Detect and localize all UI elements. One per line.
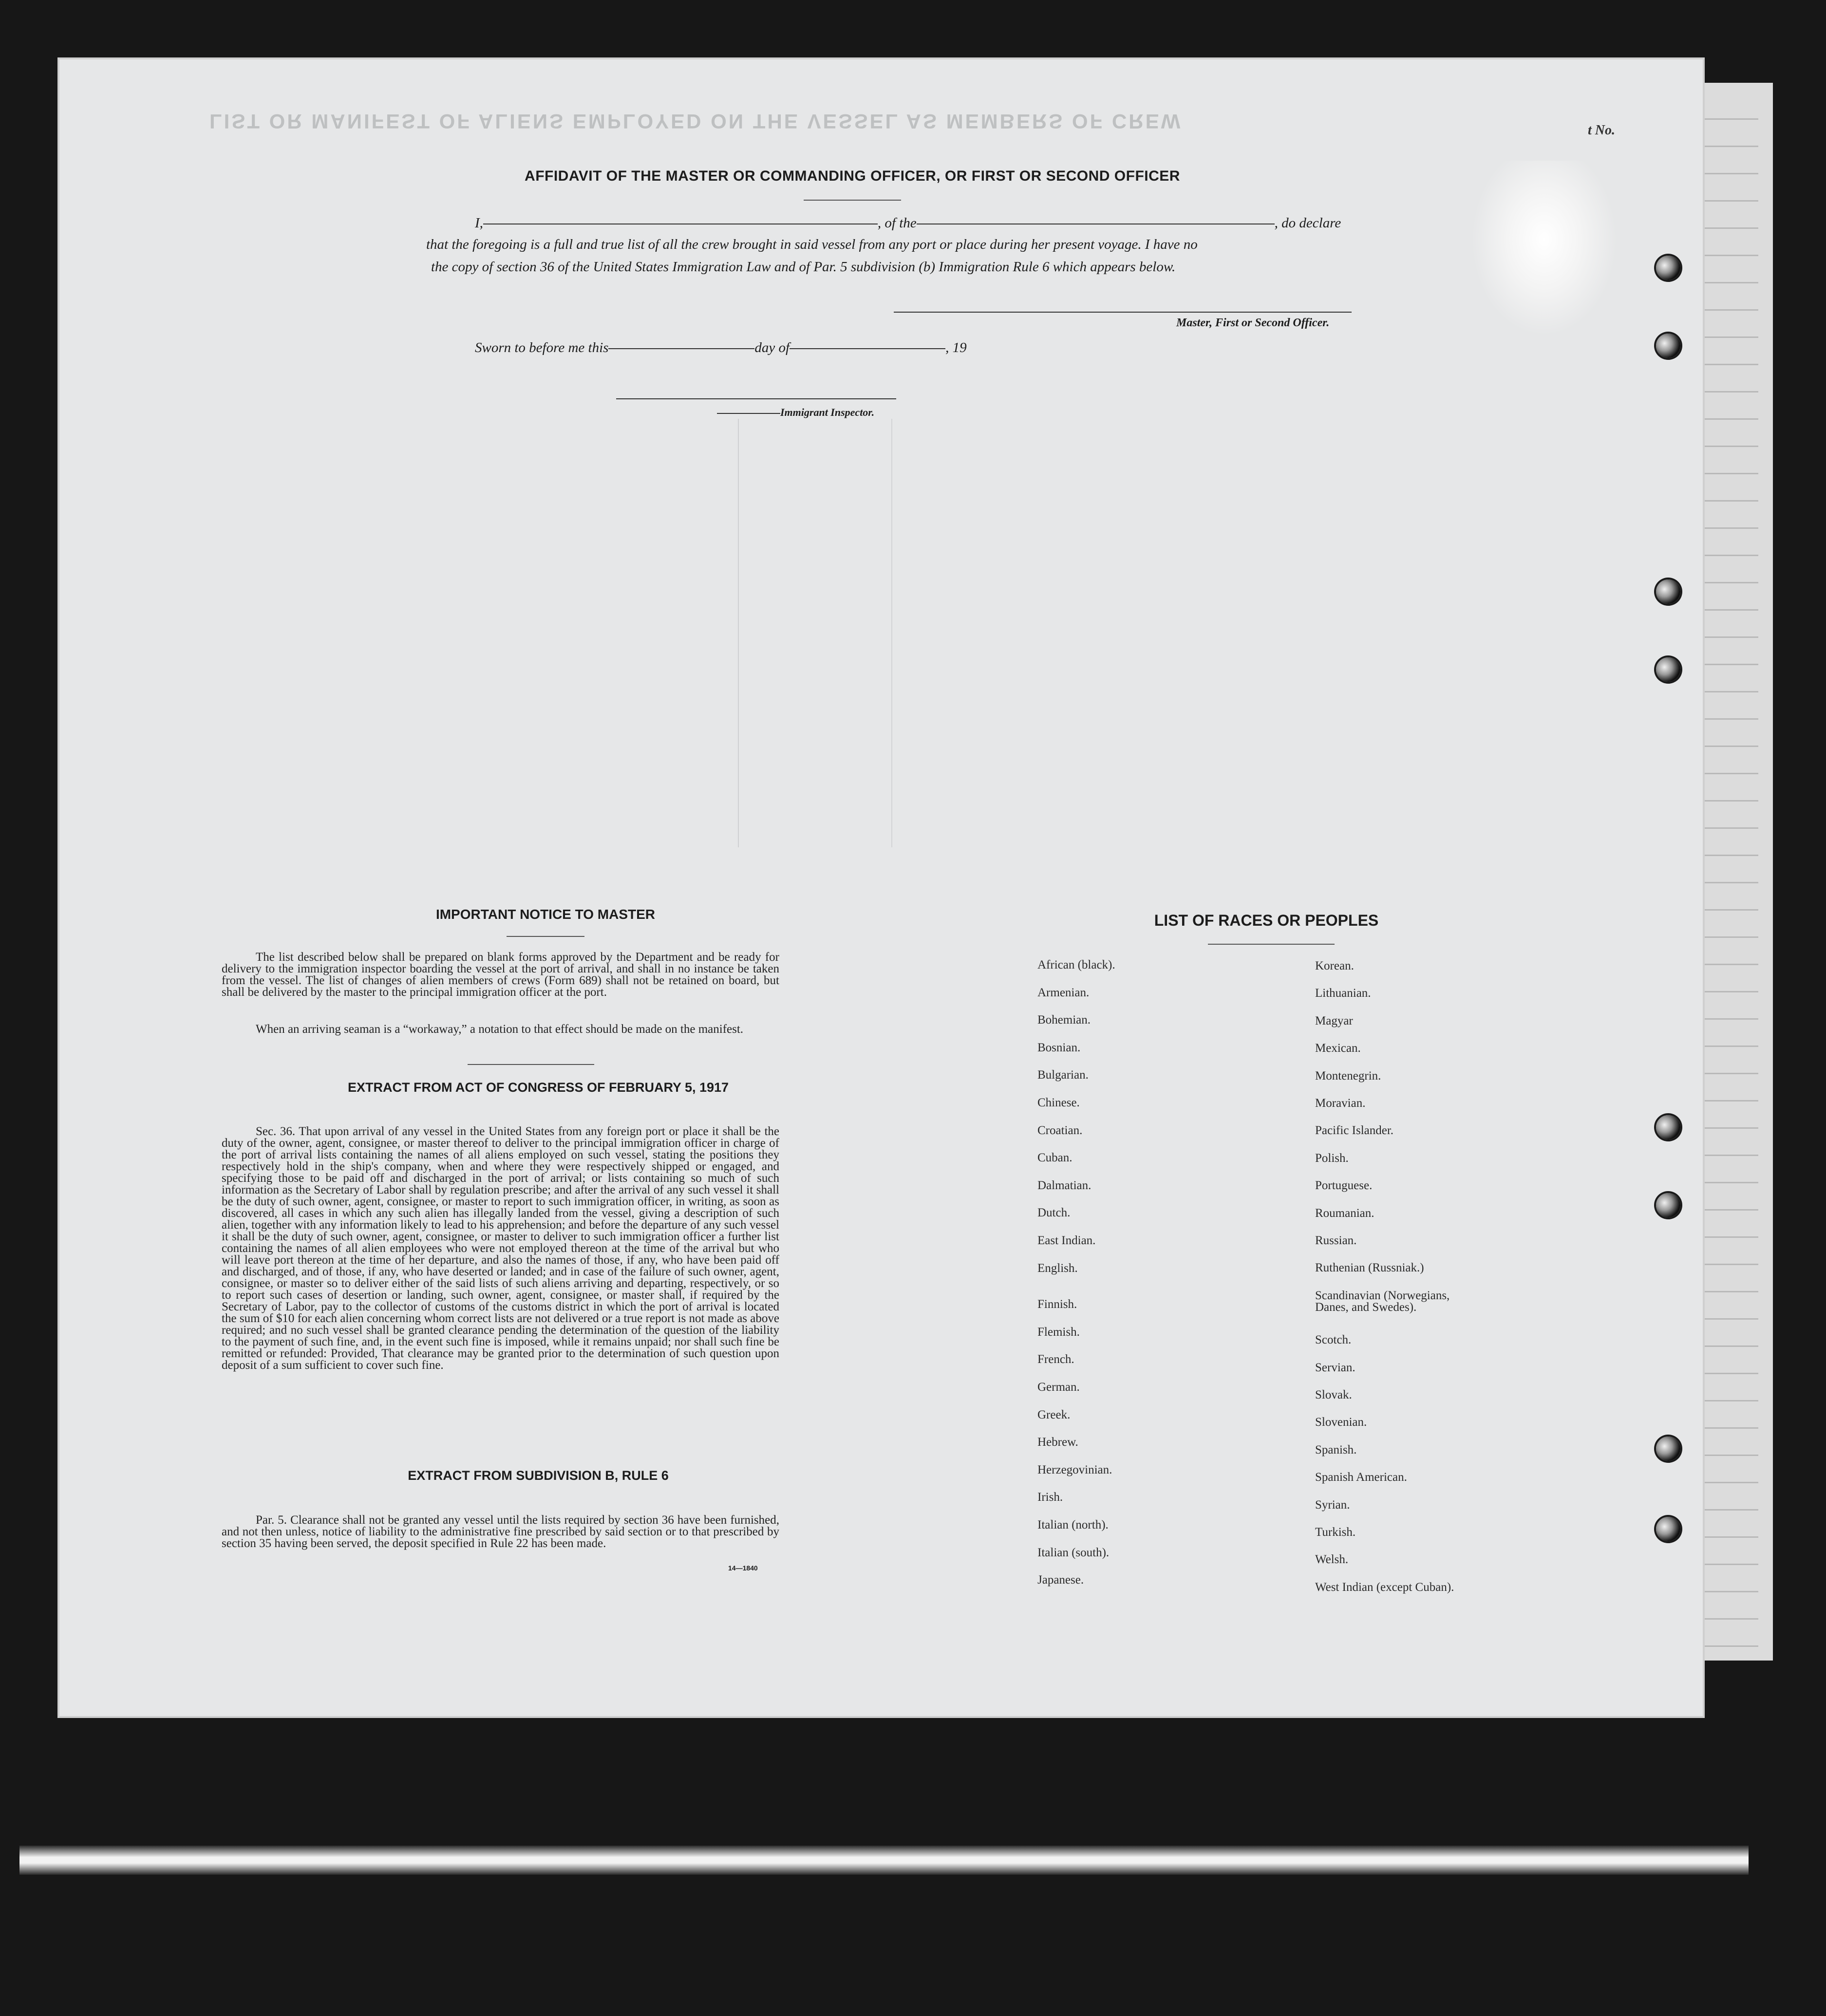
race-item: Flemish. <box>1037 1325 1080 1339</box>
race-item: Spanish. <box>1315 1443 1357 1456</box>
extract-rule-title: EXTRACT FROM SUBDIVISION B, RULE 6 <box>408 1468 669 1483</box>
race-item: Servian. <box>1315 1361 1355 1374</box>
race-item: African (black). <box>1037 958 1115 971</box>
extract-act-text: Sec. 36. That upon arrival of any vessel in the United States from any foreign port or place it shall be the duty of the owner, agent, consignee, or master thereof to deliver to the principal immigration officer in charge of the port of arrival lists containing the names of all aliens employed on such vessel, stating the positions they respectively hold in the ship's company, when and where they were respectively shipped or engaged, and specifying those to be paid off and discharged in the port of arrival; or lists containing so much of such information as the Secretary of Labor shall by regulation prescribe; and after the arrival of any such vessel it shall be the duty of such owner, agent, consignee, or master to report to such immigration officer, in writing, as soon as discovered, all cases in which any such alien has illegally landed from the vessel, giving a description of such alien, together with any information likely to lead to his apprehension; and before the departure of any such vessel it shall be the duty of such owner, agent, consignee, or master to deliver to such immigration officer a further list containing the names of all alien employees who were not employed thereon at the time of the arrival but who will leave port thereon at the time of her departure, and also the names of those, if any, who have been paid off and discharged, and of those, if any, who have deserted or landed; and in case of the failure of such owner, agent, consignee, or master so to deliver either of the said lists of such aliens arriving and departing, respectively, or so to report such cases of desertion or landing, such owner, agent, consignee, or master shall, if required by the Secretary of Labor, pay to the collector of customs of the customs district in which the port of arrival is located the sum of $10 for each alien concerning whom correct lists are not delivered or a true report is not made as above required; and no such vessel shall be granted clearance pending the determination of the question of the liability to the payment of such fine, and, in the event such fine is imposed, while it remains unpaid; nor shall such fine be remitted or refunded: Provided, That clearance may be granted prior to the determination of such question upon deposit of a sum sufficient to cover such fine. <box>222 1125 779 1372</box>
punch-hole <box>1656 657 1680 682</box>
race-item: Greek. <box>1037 1408 1071 1421</box>
race-item: Bosnian. <box>1037 1041 1081 1054</box>
punch-hole <box>1656 1437 1680 1461</box>
notice-title: IMPORTANT NOTICE TO MASTER <box>435 907 656 922</box>
race-item: East Indian. <box>1037 1234 1096 1247</box>
sworn-month-field[interactable] <box>790 348 945 349</box>
race-item: Russian. <box>1315 1234 1357 1247</box>
race-item: Dutch. <box>1037 1206 1071 1219</box>
do-declare-label: , do declare <box>1274 215 1341 231</box>
sworn-label: Sworn to before me this <box>475 340 609 355</box>
race-item: Portuguese. <box>1315 1179 1373 1192</box>
race-item: Irish. <box>1037 1491 1063 1504</box>
master-signature-label: Master, First or Second Officer. <box>1176 317 1330 329</box>
race-item: Welsh. <box>1315 1553 1349 1566</box>
extract-act-title: EXTRACT FROM ACT OF CONGRESS OF FEBRUARY 5, 1917 <box>347 1080 729 1095</box>
race-item: Italian (south). <box>1037 1546 1110 1559</box>
race-item: Italian (north). <box>1037 1518 1109 1531</box>
race-item: Pacific Islander. <box>1315 1124 1394 1137</box>
i-label: I, <box>475 215 483 231</box>
master-signature-field[interactable] <box>894 312 1352 313</box>
year-label: , 19 <box>945 340 967 355</box>
title-rule <box>507 936 584 937</box>
notice-paragraph-1: The list described below shall be prepared on blank forms approved by the Department and be ready for delivery to the immigration inspector boarding the vessel at the port of arrival, and shall in no instance be taken from the vessel. The list of changes of alien members of crews (Form 689) shall not be retained on board, but shall be delivered by the master to the principal immigration officer at the port. <box>222 951 779 999</box>
affidavit-body-line-2: the copy of section 36 of the United States Immigration Law and of Par. 5 subdivision (b) Immigration Rule 6 which appears below. <box>431 259 1176 275</box>
race-item: Dalmatian. <box>1037 1179 1092 1192</box>
race-item: Hebrew. <box>1037 1436 1078 1449</box>
sworn-line <box>475 340 967 356</box>
race-item: Moravian. <box>1315 1097 1366 1110</box>
punch-hole <box>1656 1193 1680 1217</box>
race-item: Armenian. <box>1037 986 1090 999</box>
sworn-day-field[interactable] <box>608 348 754 349</box>
race-item: Scandinavian (Norwegians, Danes, and Swedes). <box>1315 1289 1450 1314</box>
list-number-label: t No. <box>1588 123 1615 138</box>
bleed-through-rule <box>738 419 739 847</box>
punch-hole <box>1656 334 1680 358</box>
affidavit-declarant-line <box>475 215 1341 231</box>
race-item: Bulgarian. <box>1037 1068 1089 1082</box>
form-number: 14—1840 <box>728 1564 758 1572</box>
affidavit-body-line-1: that the foregoing is a full and true list of all the crew brought in said vessel from any port or place during her present voyage. I have no <box>426 237 1198 252</box>
race-item: Croatian. <box>1037 1124 1083 1137</box>
extract-rule-text: Par. 5. Clearance shall not be granted any vessel until the lists required by section 36 have been furnished, and not then unless, notice of liability to the administrative fine prescribed by said section or to that prescribed by section 35 having been served, the deposit specified in Rule 22 has been made. <box>222 1513 779 1550</box>
race-item: Mexican. <box>1315 1042 1361 1055</box>
race-item: Montenegrin. <box>1315 1069 1381 1083</box>
race-item: Turkish. <box>1315 1526 1356 1539</box>
race-item: Magyar <box>1315 1014 1353 1027</box>
inspector-label-line <box>717 406 874 419</box>
race-item: Lithuanian. <box>1315 987 1371 1000</box>
affidavit-title: AFFIDAVIT OF THE MASTER OR COMMANDING OFFICER, OR FIRST OR SECOND OFFICER <box>525 168 1180 184</box>
punch-hole <box>1656 1115 1680 1139</box>
race-item: German. <box>1037 1381 1080 1394</box>
race-item: Korean. <box>1315 959 1354 972</box>
race-item: Finnish. <box>1037 1298 1077 1311</box>
race-item: Herzegovinian. <box>1037 1463 1112 1476</box>
race-item: Syrian. <box>1315 1498 1350 1512</box>
title-rule <box>804 200 901 201</box>
race-item: West Indian (except Cuban). <box>1315 1581 1454 1594</box>
torn-paper-area <box>1471 161 1617 336</box>
notice-paragraph-2: When an arriving seaman is a “workaway,” a notation to that effect should be made on the manifest. <box>256 1023 744 1036</box>
title-rule <box>1208 944 1335 945</box>
race-item: Bohemian. <box>1037 1013 1091 1027</box>
race-item: Cuban. <box>1037 1151 1073 1164</box>
inspector-signature-field[interactable] <box>616 398 896 399</box>
bleed-through-rule <box>891 419 892 847</box>
race-item: Scotch. <box>1315 1333 1352 1346</box>
punch-hole <box>1656 256 1680 280</box>
inspector-label: Immigrant Inspector. <box>780 406 875 418</box>
punch-hole <box>1656 1517 1680 1541</box>
film-edge-strip <box>19 1846 1749 1875</box>
races-title: LIST OF RACES OR PEOPLES <box>1154 912 1379 929</box>
inspector-line-prefix <box>717 413 780 414</box>
race-item: Slovak. <box>1315 1388 1352 1401</box>
race-item: Spanish American. <box>1315 1471 1407 1484</box>
race-item: Ruthenian (Russniak.) <box>1315 1261 1424 1274</box>
race-item: Japanese. <box>1037 1573 1084 1587</box>
section-rule <box>468 1064 594 1065</box>
race-item: Polish. <box>1315 1152 1349 1165</box>
punch-hole <box>1656 579 1680 604</box>
race-item: Chinese. <box>1037 1096 1080 1109</box>
of-the-label: , of the <box>877 215 917 231</box>
race-item: Roumanian. <box>1315 1207 1374 1220</box>
race-item: English. <box>1037 1262 1078 1275</box>
bleed-through-header: LIST OR MANIFEST OF ALIENS EMPLOYED ON THE VESSEL AS MEMBERS OF CREW <box>209 110 1183 133</box>
day-of-label: day of <box>754 340 790 355</box>
race-item: French. <box>1037 1353 1074 1366</box>
race-item: Slovenian. <box>1315 1416 1367 1429</box>
